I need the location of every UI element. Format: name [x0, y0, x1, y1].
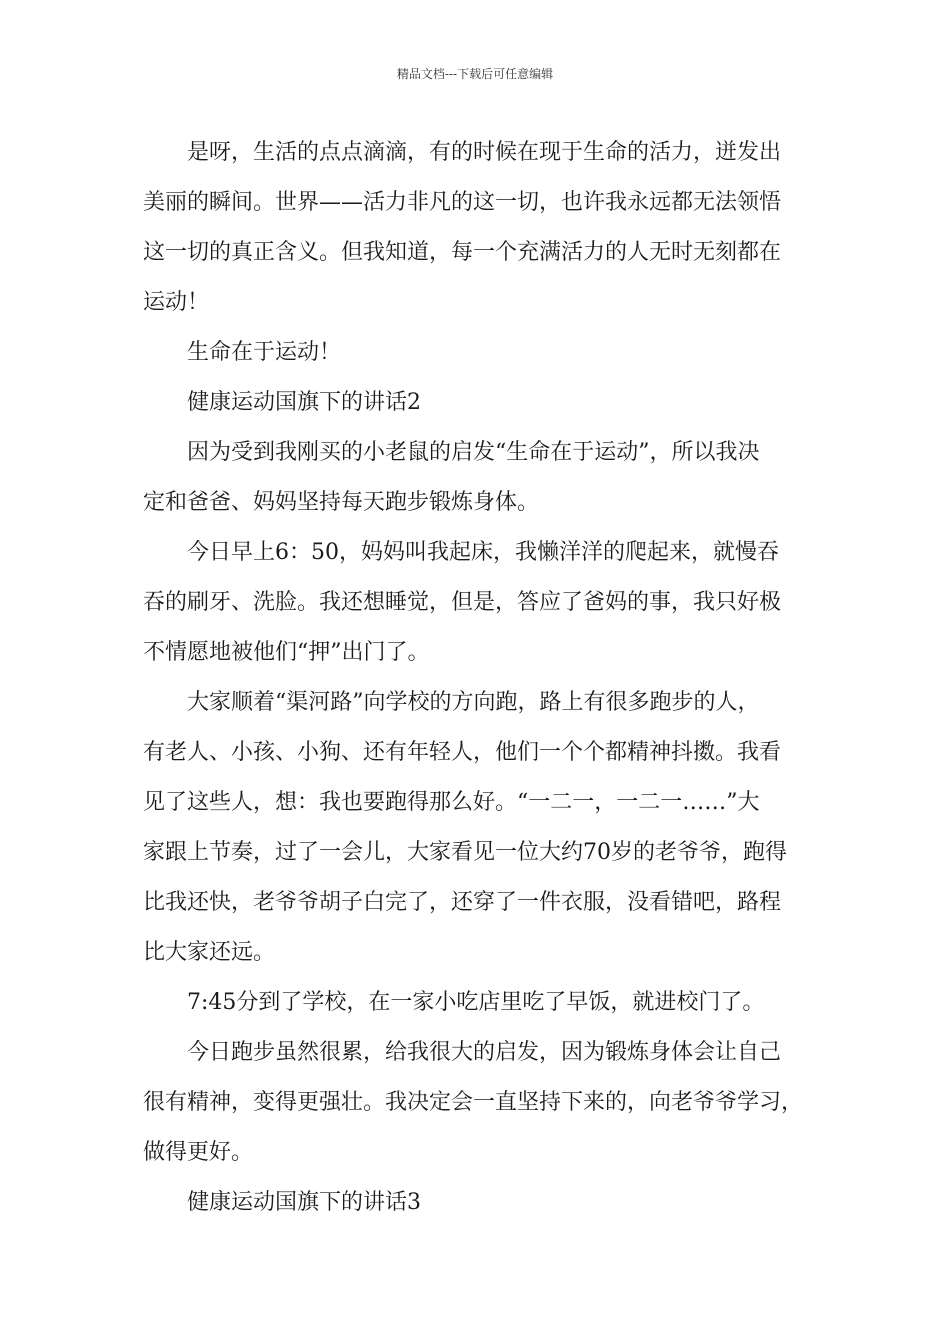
- paragraph-life-in-motion: 生命在于运动！: [187, 340, 342, 365]
- paragraph-morning: 今日早上6：50，妈妈叫我起床，我懒洋洋的爬起来，就慢吞 吞的刷牙、洗脸。我还想睡觉，但是，答应了爸妈的事，我只好极 不情愿地被他们“押”出门了。: [143, 540, 782, 665]
- paragraph-inspiration: 因为受到我刚买的小老鼠的启发“生命在于运动”，所以我决 定和爸爸、妈妈坚持每天跑步锻炼身体。: [143, 440, 760, 515]
- paragraph-life-moments: 是呀，生活的点点滴滴，有的时候在现于生命的活力，迸发出 美丽的瞬间。世界——活力非凡的这一切，也许我永远都无法领悟 这一切的真正含义。但我知道，每一个充满活力的人无时无刻都在 运动！: [143, 140, 782, 315]
- section-heading-speech-3: 健康运动国旗下的讲话3: [187, 1190, 421, 1215]
- document-body: [143, 128, 807, 1228]
- section-heading-speech-2: 健康运动国旗下的讲话2: [187, 390, 421, 415]
- paragraph-running-road: 大家顺着“渠河路”向学校的方向跑，路上有很多跑步的人， 有老人、小孩、小狗、还有年轻人，他们一个个都精神抖擞。我看 见了这些人，想：我也要跑得那么好。“一二一，一二一……”大 家跟上节奏，过了一会儿，大家看见一位大约70岁的老爷爷，跑得 比我还快，老爷爷胡子白完了，还穿了一件衣服，没看错吧，路程 比大家还远。: [143, 690, 787, 965]
- page-header: 精品文档---下载后可任意编辑: [396, 67, 554, 81]
- paragraph-arrival: 7:45分到了学校，在一家小吃店里吃了早饭，就进校门了。: [187, 990, 765, 1015]
- paragraph-conclusion: 今日跑步虽然很累，给我很大的启发，因为锻炼身体会让自己 很有精神，变得更强壮。我决定会一直坚持下来的，向老爷爷学习， 做得更好。: [143, 1040, 804, 1165]
